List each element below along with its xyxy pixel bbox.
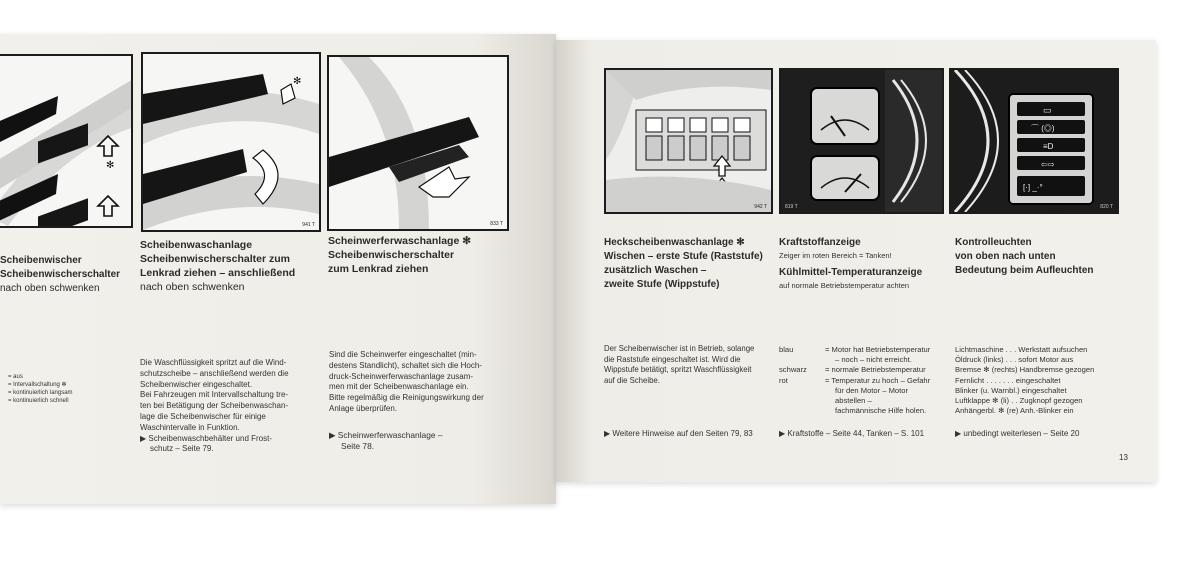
- table-row: [779, 386, 959, 396]
- heading-coolant-gauge: Kühlmittel-Temperaturanzeige: [779, 267, 923, 278]
- row-key: [779, 386, 825, 396]
- heading-line: Scheibenwischerschalter: [328, 249, 455, 261]
- figure-number: 942 T: [754, 204, 767, 210]
- heading-line: zusätzlich Waschen –: [604, 265, 707, 276]
- row-value: = normale Betriebstemperatur: [825, 365, 926, 375]
- figure-number: 819 T: [785, 204, 798, 210]
- row-key: schwarz: [779, 365, 807, 375]
- body-line: Lichtmaschine . . . Werkstatt aufsuchen: [955, 345, 1088, 354]
- row-key: blau: [779, 345, 794, 354]
- body-line: Scheibenwischer eingeschaltet.: [140, 379, 253, 389]
- heading-line: Scheibenwischerschalter zum: [140, 253, 290, 265]
- row-value: für den Motor – Motor: [835, 385, 909, 395]
- dashboard-switch-illustration: [606, 70, 771, 212]
- heading-line: Scheibenwaschanlage: [140, 239, 253, 251]
- body-line: Anlage überprüfen.: [329, 403, 398, 413]
- headlight-washer-reference: [329, 430, 509, 452]
- heading-warning-lights: [955, 236, 1135, 278]
- fuel-gauge-note: Zeiger im roten Bereich = Tanken!: [779, 251, 892, 260]
- gauge-cluster-illustration: [781, 70, 942, 212]
- reference-line: ▶ Scheibenwaschbehälter und Frost-: [140, 433, 272, 443]
- heading-line: von oben nach unten: [955, 251, 1056, 262]
- body-line: Sind die Scheinwerfer eingeschaltet (min-: [329, 350, 477, 359]
- svg-text:⇦⇨: ⇦⇨: [1041, 160, 1055, 169]
- body-line: Öldruck (links) . . . sofort Motor aus: [955, 355, 1074, 365]
- legend-item: = aus: [8, 374, 23, 380]
- wiper-legend: [8, 373, 128, 405]
- body-line: Wippstufe betätigt, spritzt Waschflüssigkeit: [604, 365, 752, 374]
- table-row: [779, 365, 959, 375]
- body-line: druck-Scheinwerferwaschanlage zusam-: [329, 371, 474, 381]
- row-value: = Temperatur zu hoch – Gefahr: [825, 375, 931, 385]
- body-line: ten bei Betätigung der Scheibenwaschan-: [140, 401, 289, 411]
- windshield-washer-body: [140, 358, 320, 455]
- svg-text:✻: ✻: [106, 160, 115, 171]
- rear-washer-reference: ▶ Weitere Hinweise auf den Seiten 79, 83: [604, 429, 753, 438]
- row-value: abstellen –: [835, 396, 872, 406]
- heading-line: Heckscheibenwaschanlage ✻: [604, 237, 745, 248]
- figure-warning-lights: [949, 68, 1119, 214]
- page-number: 13: [1119, 453, 1128, 462]
- figure-fuel-temp-gauges: [779, 68, 944, 214]
- row-value: = Motor hat Betriebstemperatur: [825, 345, 931, 354]
- body-line: Waschintervalle in Funktion.: [140, 422, 240, 432]
- fuel-reference: ▶ Kraftstoffe – Seite 44, Tanken – S. 101: [779, 429, 925, 438]
- rear-washer-body: [604, 344, 779, 386]
- heading-line: zum Lenkrad ziehen: [328, 263, 429, 275]
- body-line: Bitte regelmäßig die Reinigungswirkung der: [329, 393, 484, 403]
- body-line: lage die Scheibenwischer für einige: [140, 411, 266, 421]
- table-row: [779, 345, 959, 355]
- reference-line: Seite 78.: [341, 441, 375, 451]
- heading-line: Kontrolleuchten: [955, 237, 1032, 248]
- heading-line: Scheibenwischer: [0, 255, 82, 266]
- body-line: auf die Scheibe.: [604, 375, 660, 385]
- body-line: Die Waschflüssigkeit spritzt auf die Wind-: [140, 358, 287, 367]
- body-line: Bremse ✻ (rechts) Handbremse gezogen: [955, 365, 1095, 375]
- legend-item: = Intervallschaltung ✻: [8, 382, 67, 388]
- svg-text:[·] _·°: [·] _·°: [1023, 183, 1043, 192]
- figure-rear-washer-switch: [604, 68, 773, 214]
- table-row: [779, 376, 959, 386]
- heading-line: Bedeutung beim Aufleuchten: [955, 265, 1094, 276]
- body-line: Der Scheibenwischer ist in Betrieb, solange: [604, 344, 755, 353]
- warning-lights-illustration: [951, 70, 1117, 212]
- body-line: Fernlicht . . . . . . . eingeschaltet: [955, 375, 1061, 385]
- body-line: Luftklappe ✻ (li) . . Zugknopf gezogen: [955, 396, 1083, 406]
- heading-line: Lenkrad ziehen – anschließend: [140, 267, 296, 279]
- heading-line: Wischen – erste Stufe (Raststufe): [604, 251, 763, 262]
- warning-lights-list: [955, 345, 1140, 416]
- body-line: Blinker (u. Warnbl.) eingeschaltet: [955, 385, 1067, 395]
- heading-line: zweite Stufe (Wippstufe): [604, 279, 720, 290]
- coolant-color-table: [779, 345, 959, 416]
- figure-headlight-washer: [327, 55, 509, 231]
- row-key: [779, 406, 825, 416]
- svg-text:≡D: ≡D: [1043, 142, 1054, 151]
- heading-fuel-gauge: Kraftstoffanzeige: [779, 237, 861, 248]
- figure-number: 820 T: [1100, 204, 1113, 210]
- heading-windshield-washer: [140, 238, 325, 294]
- heading-line: nach oben schwenken: [0, 283, 100, 294]
- body-line: Anhängerbl. ✻ (re) Anh.-Blinker ein: [955, 406, 1074, 416]
- row-value: fachmännische Hilfe holen.: [835, 406, 927, 416]
- svg-text:▭: ▭: [1043, 105, 1052, 115]
- row-key: rot: [779, 375, 788, 385]
- row-key: [779, 396, 825, 406]
- heading-wiper: [0, 254, 130, 296]
- heading-line: nach oben schwenken: [140, 281, 245, 293]
- row-key: [779, 355, 825, 365]
- figure-number: 941 T: [302, 222, 315, 228]
- table-row: [779, 396, 959, 406]
- legend-item: = kontinuierlich langsam: [8, 390, 73, 396]
- table-row: [779, 406, 959, 416]
- body-line: men mit der Scheibenwaschanlage ein.: [329, 382, 469, 392]
- figure-windshield-washer: [141, 52, 321, 232]
- figure-number: 833 T: [490, 221, 503, 227]
- reference-line: schutz – Seite 79.: [150, 444, 214, 454]
- body-line: schutzscheibe – anschließend werden die: [140, 368, 289, 378]
- heading-headlight-washer: [328, 234, 513, 276]
- heading-line: Scheinwerferwaschanlage ✻: [328, 235, 472, 247]
- wiper-stalk-illustration-3: [329, 57, 507, 229]
- table-row: [779, 355, 959, 365]
- wiper-stalk-illustration-1: [0, 56, 131, 226]
- svg-text:⌒ (◎): ⌒ (◎): [1031, 124, 1055, 133]
- headlight-washer-body: [329, 350, 514, 415]
- body-line: destens Standlicht), schaltet sich die Hoch-: [329, 360, 482, 370]
- legend-item: = kontinuierlich schnell: [8, 398, 69, 404]
- body-line: die Raststufe eingeschaltet ist. Wird die: [604, 354, 741, 364]
- coolant-gauge-note: auf normale Betriebstemperatur achten: [779, 281, 910, 290]
- svg-text:✻: ✻: [293, 76, 302, 87]
- warning-lights-reference: ▶ unbedingt weiterlesen – Seite 20: [955, 429, 1080, 438]
- heading-line: Scheibenwischerschalter: [0, 269, 121, 280]
- reference-line: ▶ Scheinwerferwaschanlage –: [329, 430, 443, 440]
- figure-wiper-stalk-positions: [0, 54, 133, 228]
- body-line: Bei Fahrzeugen mit Intervallschaltung tre-: [140, 390, 289, 400]
- heading-rear-washer: [604, 236, 779, 292]
- row-value: – noch – nicht erreicht.: [835, 355, 912, 365]
- wiper-stalk-illustration-2: [143, 54, 319, 230]
